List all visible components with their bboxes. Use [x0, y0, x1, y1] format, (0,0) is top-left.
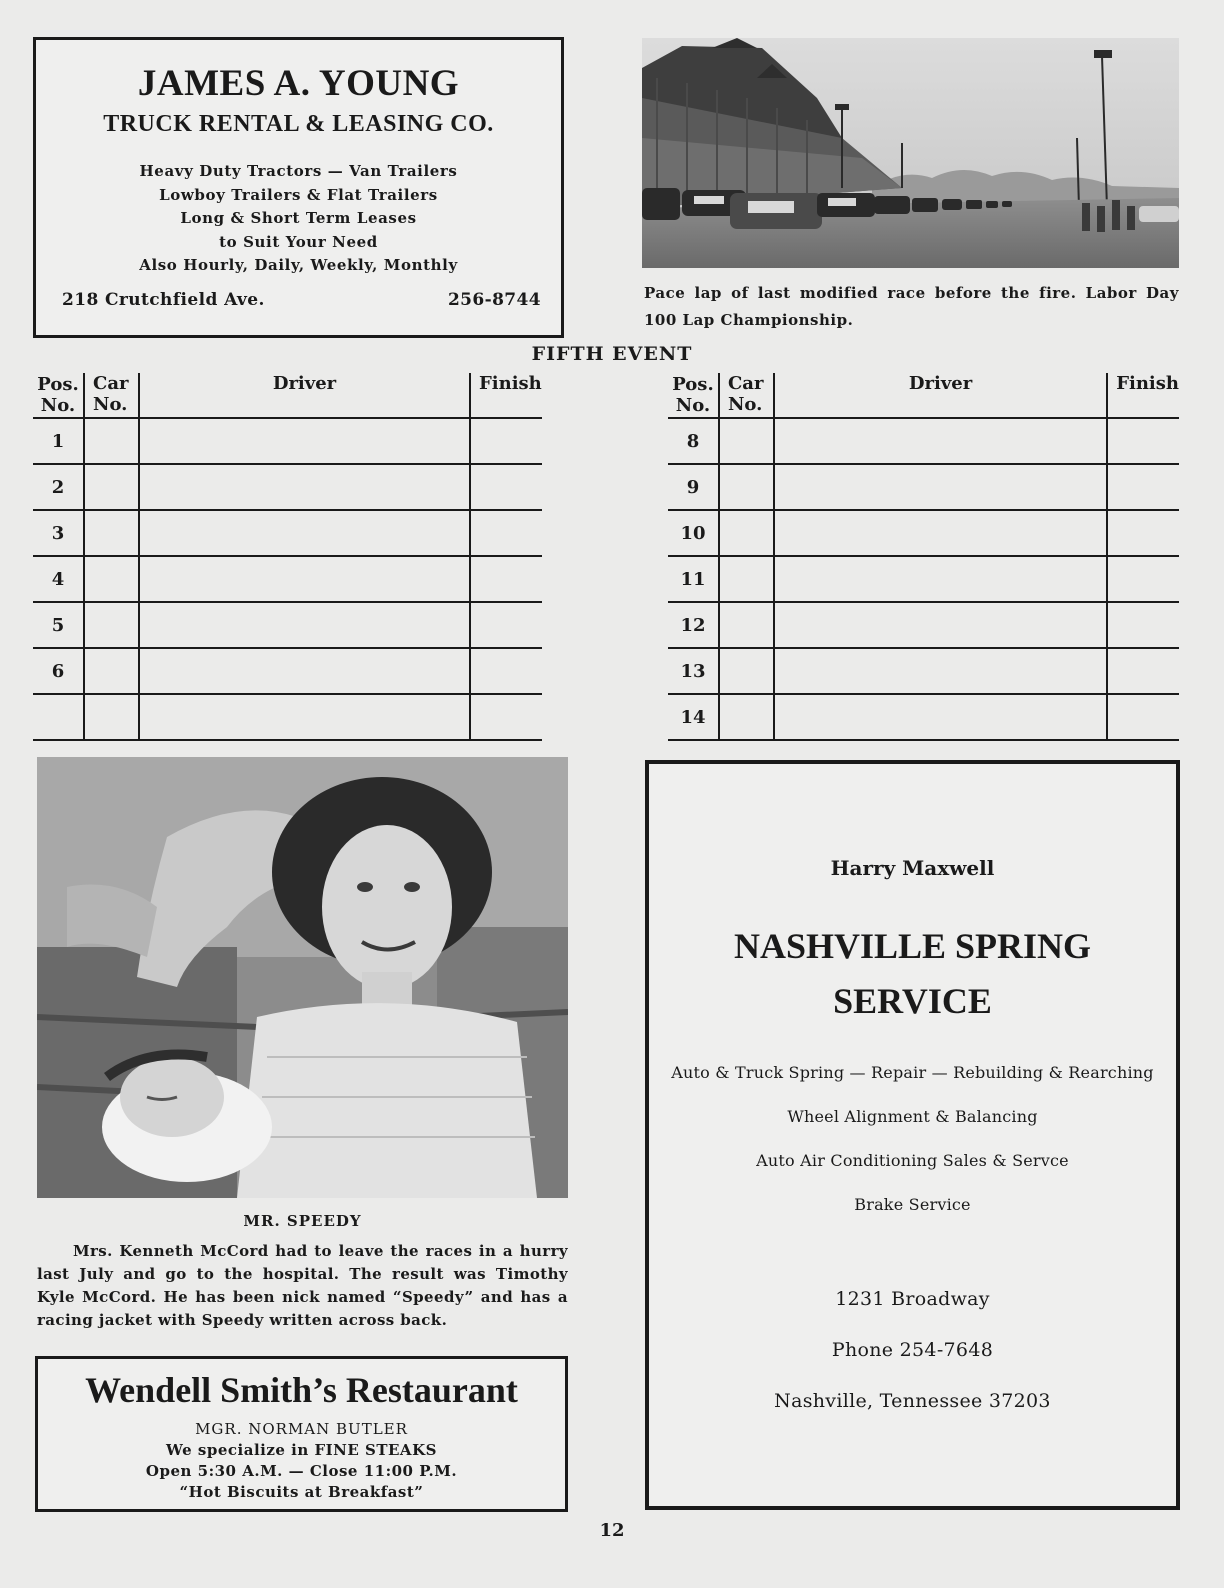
driver-cell[interactable]	[774, 648, 1107, 694]
driver-cell[interactable]	[139, 602, 470, 648]
car-number-cell[interactable]	[84, 556, 139, 602]
finish-header: Finish	[470, 373, 542, 418]
ad-line: Heavy Duty Tractors — Van Trailers	[139, 162, 458, 180]
position-number: 10	[668, 510, 719, 556]
ad-title: JAMES A. YOUNG	[137, 63, 460, 104]
car-number-cell[interactable]	[719, 418, 774, 464]
table-row	[33, 602, 542, 648]
ad-phone: 256-8744	[447, 290, 541, 310]
position-number: 13	[668, 648, 719, 694]
pos-no-header: Pos. No.	[668, 373, 719, 418]
ad-address: 1231 Broadway	[835, 1288, 990, 1310]
finish-cell[interactable]	[1107, 464, 1179, 510]
driver-cell[interactable]	[139, 464, 470, 510]
mother-baby-photo	[37, 757, 568, 1198]
finish-cell[interactable]	[470, 556, 542, 602]
finish-cell[interactable]	[470, 648, 542, 694]
table-row	[668, 648, 1179, 694]
finish-cell[interactable]	[470, 464, 542, 510]
driver-cell[interactable]	[774, 464, 1107, 510]
table-row	[33, 418, 542, 464]
car-number-cell[interactable]	[719, 648, 774, 694]
event-title: FIFTH EVENT	[531, 343, 693, 365]
finish-cell[interactable]	[1107, 510, 1179, 556]
driver-cell[interactable]	[139, 648, 470, 694]
car-number-cell[interactable]	[719, 464, 774, 510]
finish-cell[interactable]	[470, 510, 542, 556]
car-number-cell[interactable]	[719, 694, 774, 740]
car-number-cell[interactable]	[84, 510, 139, 556]
table-row	[668, 418, 1179, 464]
position-number: 5	[33, 602, 84, 648]
service-item: Auto Air Conditioning Sales & Servce	[756, 1151, 1069, 1170]
race-track-illustration	[642, 38, 1179, 268]
driver-header: Driver	[774, 373, 1107, 418]
car-no-header: Car No.	[84, 373, 139, 418]
table-row	[33, 694, 542, 740]
ad-service-lines	[36, 160, 561, 278]
ad-specialty: We specialize in FINE STEAKS	[166, 1441, 437, 1459]
driver-cell[interactable]	[139, 556, 470, 602]
ad-address: 218 Crutchfield Ave.	[62, 290, 265, 310]
ad-title-line: SERVICE	[833, 981, 992, 1021]
service-item: Wheel Alignment & Balancing	[787, 1107, 1038, 1126]
position-number: 2	[33, 464, 84, 510]
driver-cell[interactable]	[774, 556, 1107, 602]
table-row	[668, 510, 1179, 556]
position-number: 8	[668, 418, 719, 464]
ad-line: Also Hourly, Daily, Weekly, Monthly	[139, 256, 458, 274]
page-number: 12	[599, 1520, 625, 1541]
driver-cell[interactable]	[139, 510, 470, 556]
car-number-cell[interactable]	[719, 510, 774, 556]
position-number: 9	[668, 464, 719, 510]
ad-line: Lowboy Trailers & Flat Trailers	[159, 185, 438, 204]
finish-cell[interactable]	[1107, 694, 1179, 740]
finish-cell[interactable]	[1107, 648, 1179, 694]
ad-title: Wendell Smith’s Restaurant	[85, 1370, 518, 1410]
driver-cell[interactable]	[139, 694, 470, 740]
ad-line: to Suit Your Need	[219, 232, 378, 251]
driver-cell[interactable]	[774, 602, 1107, 648]
position-number: 12	[668, 602, 719, 648]
service-item: Auto & Truck Spring — Repair — Rebuilding & Rearching	[671, 1063, 1154, 1082]
ad-contact	[649, 1274, 1176, 1427]
finish-cell[interactable]	[470, 418, 542, 464]
mother-baby-illustration	[37, 757, 568, 1198]
position-number: 1	[33, 418, 84, 464]
table-row	[668, 694, 1179, 740]
table-row	[668, 602, 1179, 648]
driver-header: Driver	[139, 373, 470, 418]
position-number	[33, 694, 84, 740]
table-row	[33, 510, 542, 556]
car-number-cell[interactable]	[84, 602, 139, 648]
ad-city: Nashville, Tennessee 37203	[774, 1390, 1051, 1412]
james-young-ad	[33, 37, 564, 338]
table-row	[33, 556, 542, 602]
ad-owner: Harry Maxwell	[830, 856, 995, 880]
car-number-cell[interactable]	[84, 648, 139, 694]
speedy-heading: MR. SPEEDY	[243, 1212, 362, 1230]
ad-slogan: “Hot Biscuits at Breakfast”	[179, 1483, 424, 1501]
service-item: Brake Service	[854, 1195, 971, 1214]
table-header-row	[668, 373, 1179, 418]
position-number: 11	[668, 556, 719, 602]
car-no-header: Car No.	[719, 373, 774, 418]
driver-cell[interactable]	[774, 694, 1107, 740]
car-number-cell[interactable]	[719, 602, 774, 648]
race-track-photo	[642, 38, 1179, 268]
table-row	[668, 464, 1179, 510]
ad-services	[649, 1051, 1176, 1227]
ad-subtitle: TRUCK RENTAL & LEASING CO.	[103, 111, 494, 137]
finish-cell[interactable]	[1107, 556, 1179, 602]
ad-details	[38, 1419, 565, 1503]
finish-cell[interactable]	[1107, 602, 1179, 648]
finish-cell[interactable]	[1107, 418, 1179, 464]
position-number: 14	[668, 694, 719, 740]
table-row	[33, 648, 542, 694]
driver-cell[interactable]	[139, 418, 470, 464]
ad-hours: Open 5:30 A.M. — Close 11:00 P.M.	[145, 1462, 458, 1480]
car-number-cell[interactable]	[84, 464, 139, 510]
table-row	[668, 556, 1179, 602]
pos-no-header: Pos. No.	[33, 373, 84, 418]
ad-title	[649, 919, 1176, 1029]
ad-line: Long & Short Term Leases	[180, 209, 417, 227]
results-table-right	[668, 373, 1179, 741]
race-photo-caption: Pace lap of last modified race before the fire. Labor Day 100 Lap Championship.	[644, 284, 1179, 329]
finish-header: Finish	[1107, 373, 1179, 418]
nashville-spring-ad	[645, 760, 1180, 1510]
table-row	[33, 464, 542, 510]
speedy-story	[37, 1240, 568, 1332]
position-number: 3	[33, 510, 84, 556]
results-table-left	[33, 373, 542, 741]
wendell-smith-ad	[35, 1356, 568, 1512]
ad-phone: Phone 254-7648	[831, 1339, 994, 1361]
ad-title-line: NASHVILLE SPRING	[733, 926, 1092, 966]
position-number: 6	[33, 648, 84, 694]
driver-cell[interactable]	[774, 418, 1107, 464]
car-number-cell[interactable]	[719, 556, 774, 602]
position-number: 4	[33, 556, 84, 602]
table-header-row	[33, 373, 542, 418]
finish-cell[interactable]	[470, 694, 542, 740]
ad-manager: MGR. NORMAN BUTLER	[195, 1420, 408, 1438]
car-number-cell[interactable]	[84, 418, 139, 464]
speedy-story-text: Mrs. Kenneth McCord had to leave the races in a hurry last July and go to the hospital. The result was Timothy Kyle McCord. He has been nick named “Speedy” and has a racing jacket with Speedy written across back.	[37, 1242, 568, 1329]
car-number-cell[interactable]	[84, 694, 139, 740]
driver-cell[interactable]	[774, 510, 1107, 556]
finish-cell[interactable]	[470, 602, 542, 648]
